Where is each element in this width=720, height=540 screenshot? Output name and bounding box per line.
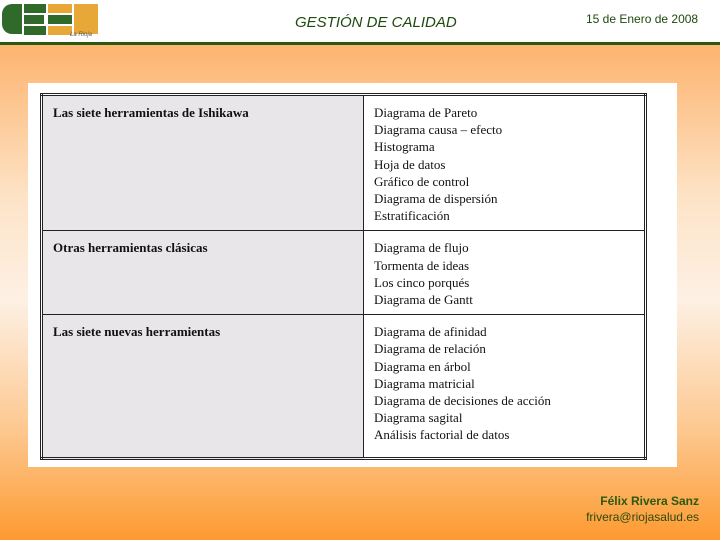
table-row [42, 231, 646, 315]
tool-item: Diagrama de decisiones de acción [374, 393, 551, 409]
tool-item: Diagrama matricial [374, 375, 475, 391]
category-cell: Otras herramientas clásicas [42, 231, 364, 315]
logo-subtitle: La Rioja [70, 32, 93, 38]
date: 15 de Enero de 2008 [586, 12, 699, 26]
page-title: GESTIÓN DE CALIDAD [295, 14, 457, 31]
tool-item: Diagrama de relación [374, 341, 486, 357]
tool-item: Diagrama sagital [374, 410, 463, 426]
tools-cell [364, 315, 646, 459]
tool-item: Estratificación [374, 208, 450, 224]
author-email: frivera@riojasalud.es [586, 510, 699, 524]
header [0, 0, 720, 45]
table-row [42, 95, 646, 231]
tool-item: Diagrama en árbol [374, 358, 471, 374]
tools-cell [364, 231, 646, 315]
tool-item: Diagrama causa – efecto [374, 122, 503, 138]
cesm-logo [2, 2, 100, 38]
tool-item: Tormenta de ideas [374, 257, 470, 273]
tool-item: Diagrama de dispersión [374, 191, 498, 207]
tool-item: Gráfico de control [374, 173, 470, 189]
tool-item: Histograma [374, 139, 435, 155]
tool-item: Análisis factorial de datos [374, 427, 510, 443]
table-row [42, 315, 646, 459]
tools-table [40, 93, 647, 460]
tool-item: Diagrama de flujo [374, 240, 469, 256]
tool-item: Hoja de datos [374, 156, 446, 172]
tool-item: Los cinco porqués [374, 274, 470, 290]
category-cell: Las siete nuevas herramientas [42, 315, 364, 459]
tool-item: Diagrama de afinidad [374, 324, 487, 340]
category-cell: Las siete herramientas de Ishikawa [42, 95, 364, 231]
tool-item: Diagrama de Gantt [374, 292, 473, 308]
tools-cell [364, 95, 646, 231]
tool-item: Diagrama de Pareto [374, 105, 478, 120]
author-name: Félix Rivera Sanz [600, 494, 699, 508]
